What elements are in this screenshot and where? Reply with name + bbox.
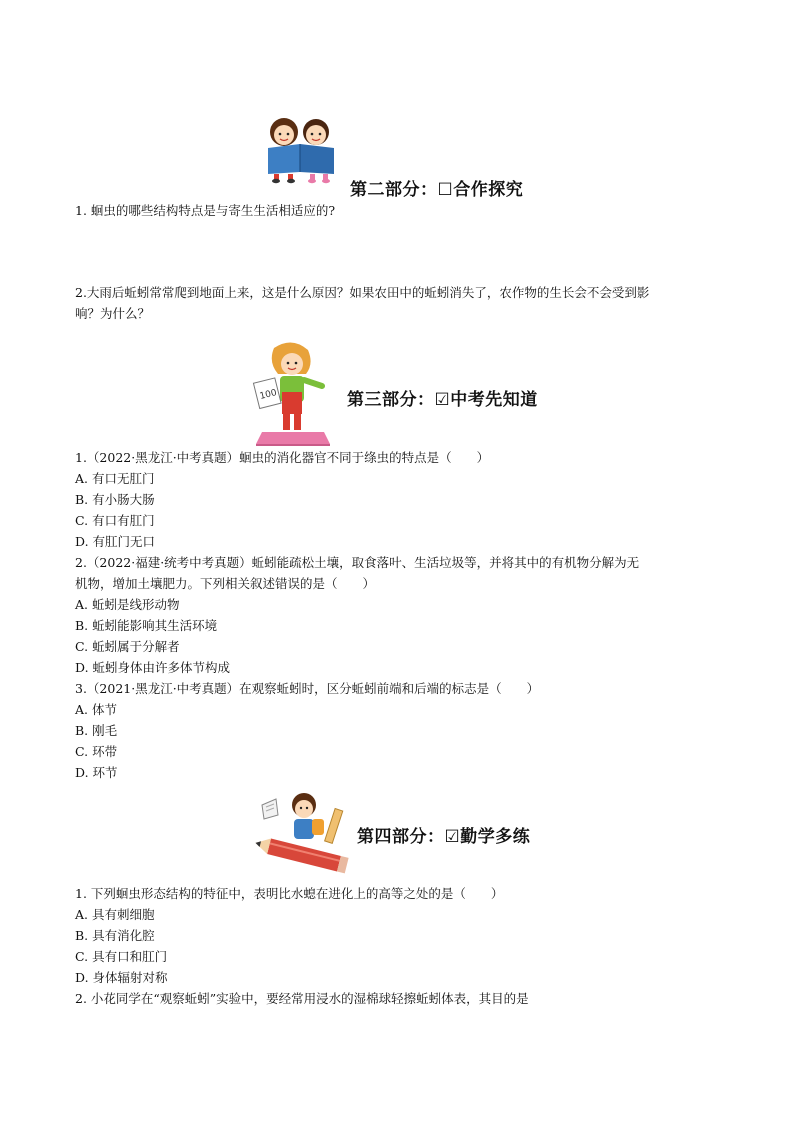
option-d: D. 身体辐射对称 xyxy=(75,970,168,985)
holding-paper-illustration xyxy=(252,340,334,446)
option-a: A. 具有刺细胞 xyxy=(75,907,155,922)
pencil-rider-illustration xyxy=(254,785,356,877)
option-b: B. 具有消化腔 xyxy=(75,928,155,943)
section-heading-practice: 第四部分：☑勤学多练 xyxy=(357,827,531,847)
option-a: A. 体节 xyxy=(75,702,117,717)
option-d: D. 有肛门无口 xyxy=(75,534,156,549)
question-stem: 机物，增加土壤肥力。下列相关叙述错误的是（ ） xyxy=(75,576,376,591)
section-heading-cooperation: 第二部分：☐合作探究 xyxy=(350,180,524,200)
question-stem: 2. 小花同学在“观察蚯蚓”实验中，要经常用浸水的湿棉球轻擦蚯蚓体表，其目的是 xyxy=(75,991,529,1006)
question-text: 响？为什么？ xyxy=(75,306,151,321)
option-a: A. 蚯蚓是线形动物 xyxy=(75,597,180,612)
reading-kids-illustration xyxy=(262,112,340,184)
question-text: 1. 蛔虫的哪些结构特点是与寄生生活相适应的? xyxy=(75,203,336,218)
option-c: C. 有口有肛门 xyxy=(75,513,155,528)
option-b: B. 刚毛 xyxy=(75,723,118,738)
question-stem: 3.（2021·黑龙江·中考真题）在观察蚯蚓时，区分蚯蚓前端和后端的标志是（ ） xyxy=(75,681,540,696)
section-heading-exam: 第三部分：☑中考先知道 xyxy=(347,390,538,410)
score-text: 100 xyxy=(258,388,278,402)
option-c: C. 具有口和肛门 xyxy=(75,949,168,964)
question-text: 2.大雨后蚯蚓常常爬到地面上来，这是什么原因？如果农田中的蚯蚓消失了，农作物的生长会不会受到影 xyxy=(75,285,650,300)
option-a: A. 有口无肛门 xyxy=(75,471,155,486)
option-d: D. 蚯蚓身体由许多体节构成 xyxy=(75,660,231,675)
question-stem: 1.（2022·黑龙江·中考真题）蛔虫的消化器官不同于绦虫的特点是（ ） xyxy=(75,450,490,465)
question-stem: 2.（2022·福建·统考中考真题）蚯蚓能疏松土壤，取食落叶、生活垃圾等，并将其中的有机物分解为无 xyxy=(75,555,640,570)
option-c: C. 环带 xyxy=(75,744,118,759)
option-d: D. 环节 xyxy=(75,765,118,780)
option-c: C. 蚯蚓属于分解者 xyxy=(75,639,180,654)
option-b: B. 蚯蚓能影响其生活环境 xyxy=(75,618,218,633)
option-b: B. 有小肠大肠 xyxy=(75,492,155,507)
question-stem: 1. 下列蛔虫形态结构的特征中，表明比水螅在进化上的高等之处的是（ ） xyxy=(75,886,504,901)
